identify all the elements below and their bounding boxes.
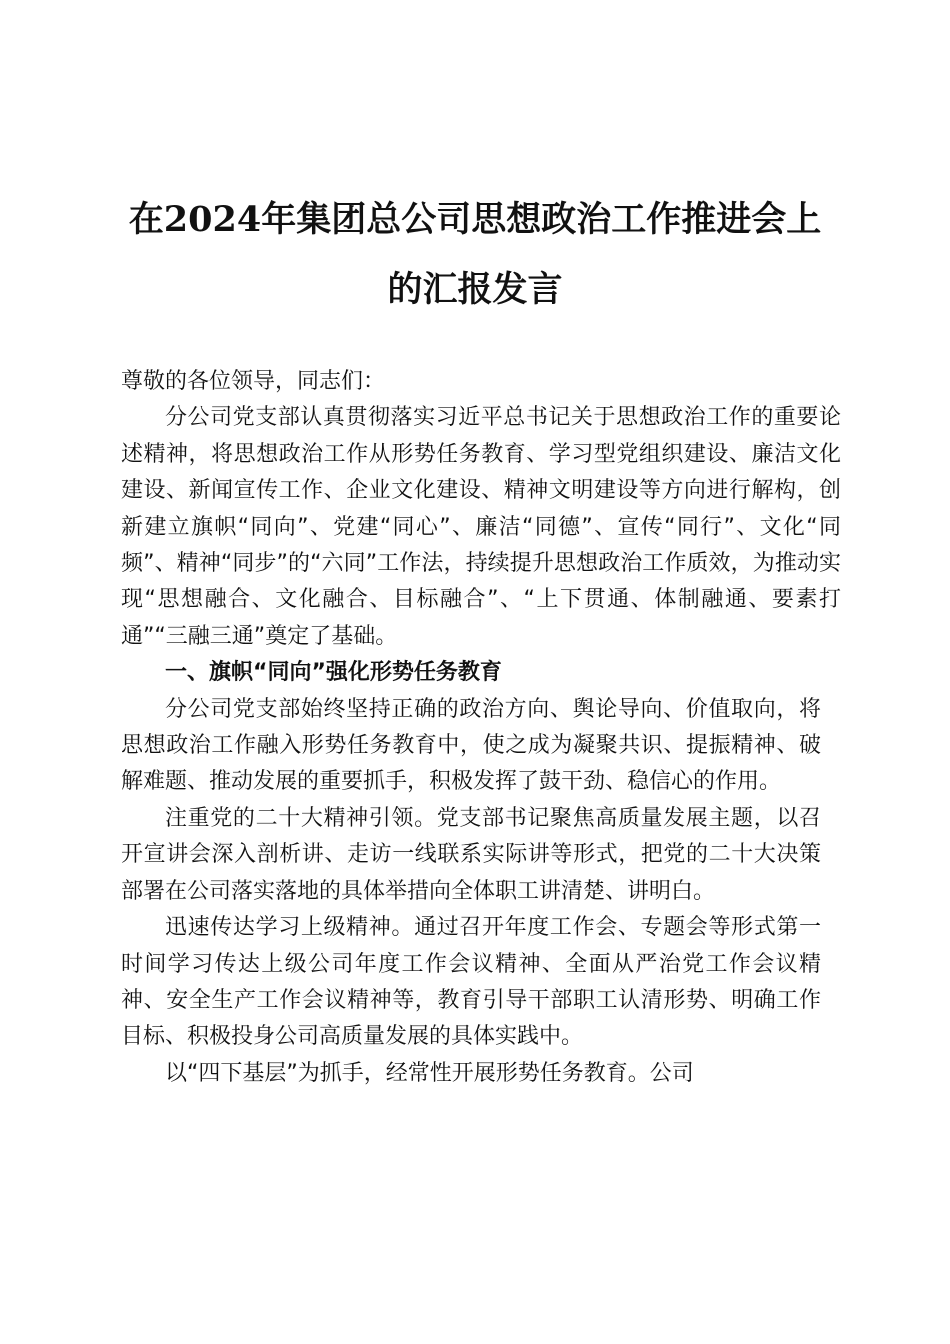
paragraph-intro: 分公司党支部认真贯彻落实习近平总书记关于思想政治工作的重要论述精神，将思想政治工作从形势任务教育、学习型党组织建设、廉洁文化建设、新闻宣传工作、企业文化建设、精神文明建设等方向进行解构，创新建立旗帜“同向”、党建“同心”、廉洁“同德”、宣传“同行”、文化“同频”、精神“同步”的“六同”工作法，持续提升思想政治工作质效，为推动实现“思想融合、文化融合、目标融合”、“上下贯通、体制融通、要素打通”“三融三通”奠定了基础。 bbox=[121, 405, 841, 649]
greeting: 尊敬的各位领导，同志们： bbox=[121, 369, 386, 394]
document-title-line-1: 在2024年集团总公司思想政治工作推进会上 bbox=[128, 199, 822, 240]
paragraph-section-1: 分公司党支部始终坚持正确的政治方向、舆论导向、价值取向，将思想政治工作融入形势任务教育中，使之成为凝聚共识、提振精神、破解难题、推动发展的重要抓手，积极发挥了鼓干劲、稳信心的作用。 bbox=[121, 696, 821, 795]
document-title-line-2: 的汇报发言 bbox=[387, 269, 563, 310]
paragraph-party-congress: 注重党的二十大精神引领。党支部书记聚焦高质量发展主题，以召开宣讲会深入剖析讲、走访一线联系实际讲等形式，把党的二十大决策部署在公司落实落地的具体举措向全体职工讲清楚、讲明白。 bbox=[121, 805, 821, 904]
section-heading-1: 一、旗帜“同向”强化形势任务教育 bbox=[165, 660, 502, 686]
paragraph-superior-spirit: 迅速传达学习上级精神。通过召开年度工作会、专题会等形式第一时间学习传达上级公司年度工作会议精神、全面从严治党工作会议精神、安全生产工作会议精神等，教育引导干部职工认清形势、明确工作目标、积极投身公司高质量发展的具体实践中。 bbox=[121, 915, 821, 1050]
paragraph-four-grassroots: 以“四下基层”为抓手，经常性开展形势任务教育。公司 bbox=[165, 1060, 694, 1086]
document-body bbox=[121, 364, 841, 1092]
